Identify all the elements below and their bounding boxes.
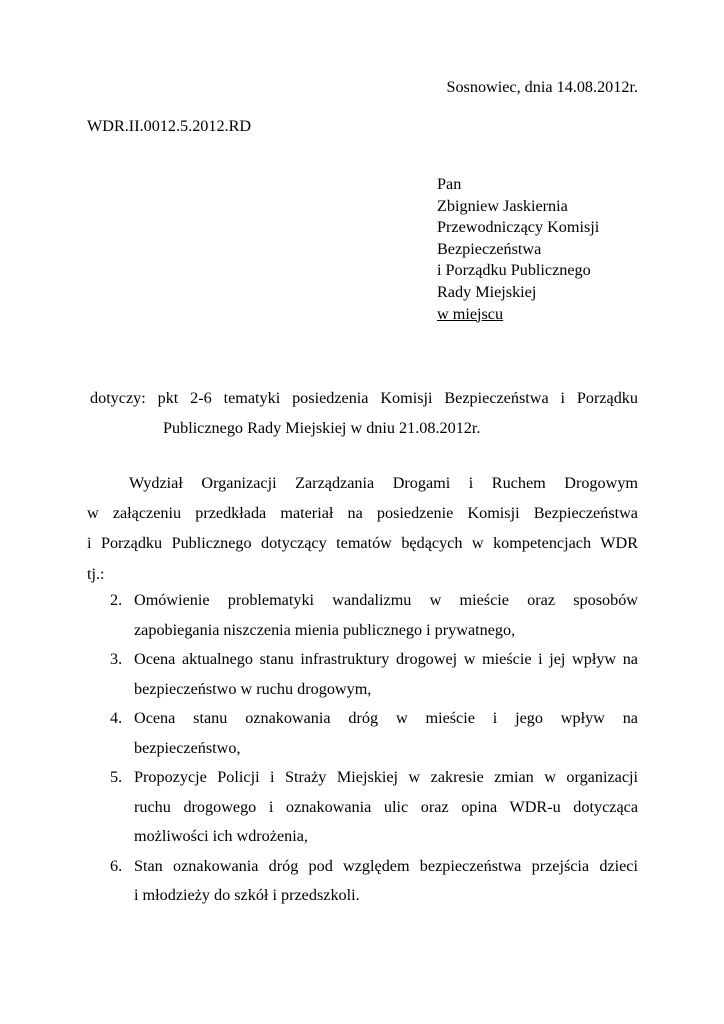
list-item-line: bezpieczeństwo w ruchu drogowym, (134, 679, 372, 698)
list-item-line: możliwości ich wdrożenia, (134, 827, 308, 845)
list-item-number: 4. (110, 709, 123, 727)
body-paragraph (87, 468, 638, 589)
list-item-line: ruchu drogowego i oznakowania ulic oraz opina WDR-u dotycząca (134, 797, 638, 816)
list-item-line: Stan oznakowania dróg pod względem bezpieczeństwa przejścia dzieci (134, 856, 638, 875)
list-item-number: 6. (110, 856, 123, 875)
list-item-line: Ocena aktualnego stanu infrastruktury drogowej w mieście i jej wpływ na (134, 650, 638, 668)
list-item-line: Ocena stanu oznakowania dróg w mieście i jego wpływ na (134, 709, 638, 727)
subject-line-1: dotyczy: pkt 2-6 tematyki posiedzenia Komisji Bezpieczeństwa i Porządku (90, 389, 638, 407)
subject-line-2: Publicznego Rady Miejskiej w dniu 21.08.2012r. (163, 419, 481, 437)
addressee-line: Przewodniczący Komisji (437, 218, 600, 237)
body-line: w załączeniu przedkłada materiał na posiedzenie Komisji Bezpieczeństwa (87, 504, 638, 523)
list-item (110, 852, 638, 911)
list-item-line: Omówienie problematyki wandalizmu w mieście oraz sposobów (134, 591, 638, 609)
list-item-number: 3. (110, 650, 123, 668)
addressee-line: Bezpieczeństwa (437, 239, 542, 258)
body-line: tj.: (87, 564, 105, 583)
topics-list (110, 586, 638, 911)
reference-number: WDR.II.0012.5.2012.RD (87, 117, 252, 135)
list-item-line: zapobiegania niszczenia mienia publicznego i prywatnego, (134, 620, 516, 639)
addressee-line: i Porządku Publicznego (437, 261, 591, 280)
addressee-block (437, 174, 599, 325)
list-item (110, 763, 638, 852)
subject-block (90, 383, 638, 443)
addressee-line: Zbigniew Jaskiernia (437, 196, 568, 215)
list-item (110, 586, 638, 645)
date-line: Sosnowiec, dnia 14.08.2012r. (446, 78, 638, 96)
addressee-location: w miejscu (437, 304, 504, 323)
list-item-number: 2. (110, 591, 123, 609)
addressee-line: Pan (437, 175, 462, 193)
list-item-line: Propozycje Policji i Straży Miejskiej w zakresie zmian w organizacji (134, 768, 638, 786)
list-item-line: i młodzieży do szkół i przedszkoli. (134, 886, 360, 904)
list-item (110, 704, 638, 763)
list-item-line: bezpieczeństwo, (134, 738, 241, 757)
addressee-line: Rady Miejskiej (437, 282, 537, 301)
body-line: i Porządku Publicznego dotyczący tematów będących w kompetencjach WDR (87, 534, 638, 553)
list-item (110, 645, 638, 704)
body-line: Wydział Organizacji Zarządzania Drogami i Ruchem Drogowym (129, 474, 638, 492)
list-item-number: 5. (110, 768, 123, 786)
